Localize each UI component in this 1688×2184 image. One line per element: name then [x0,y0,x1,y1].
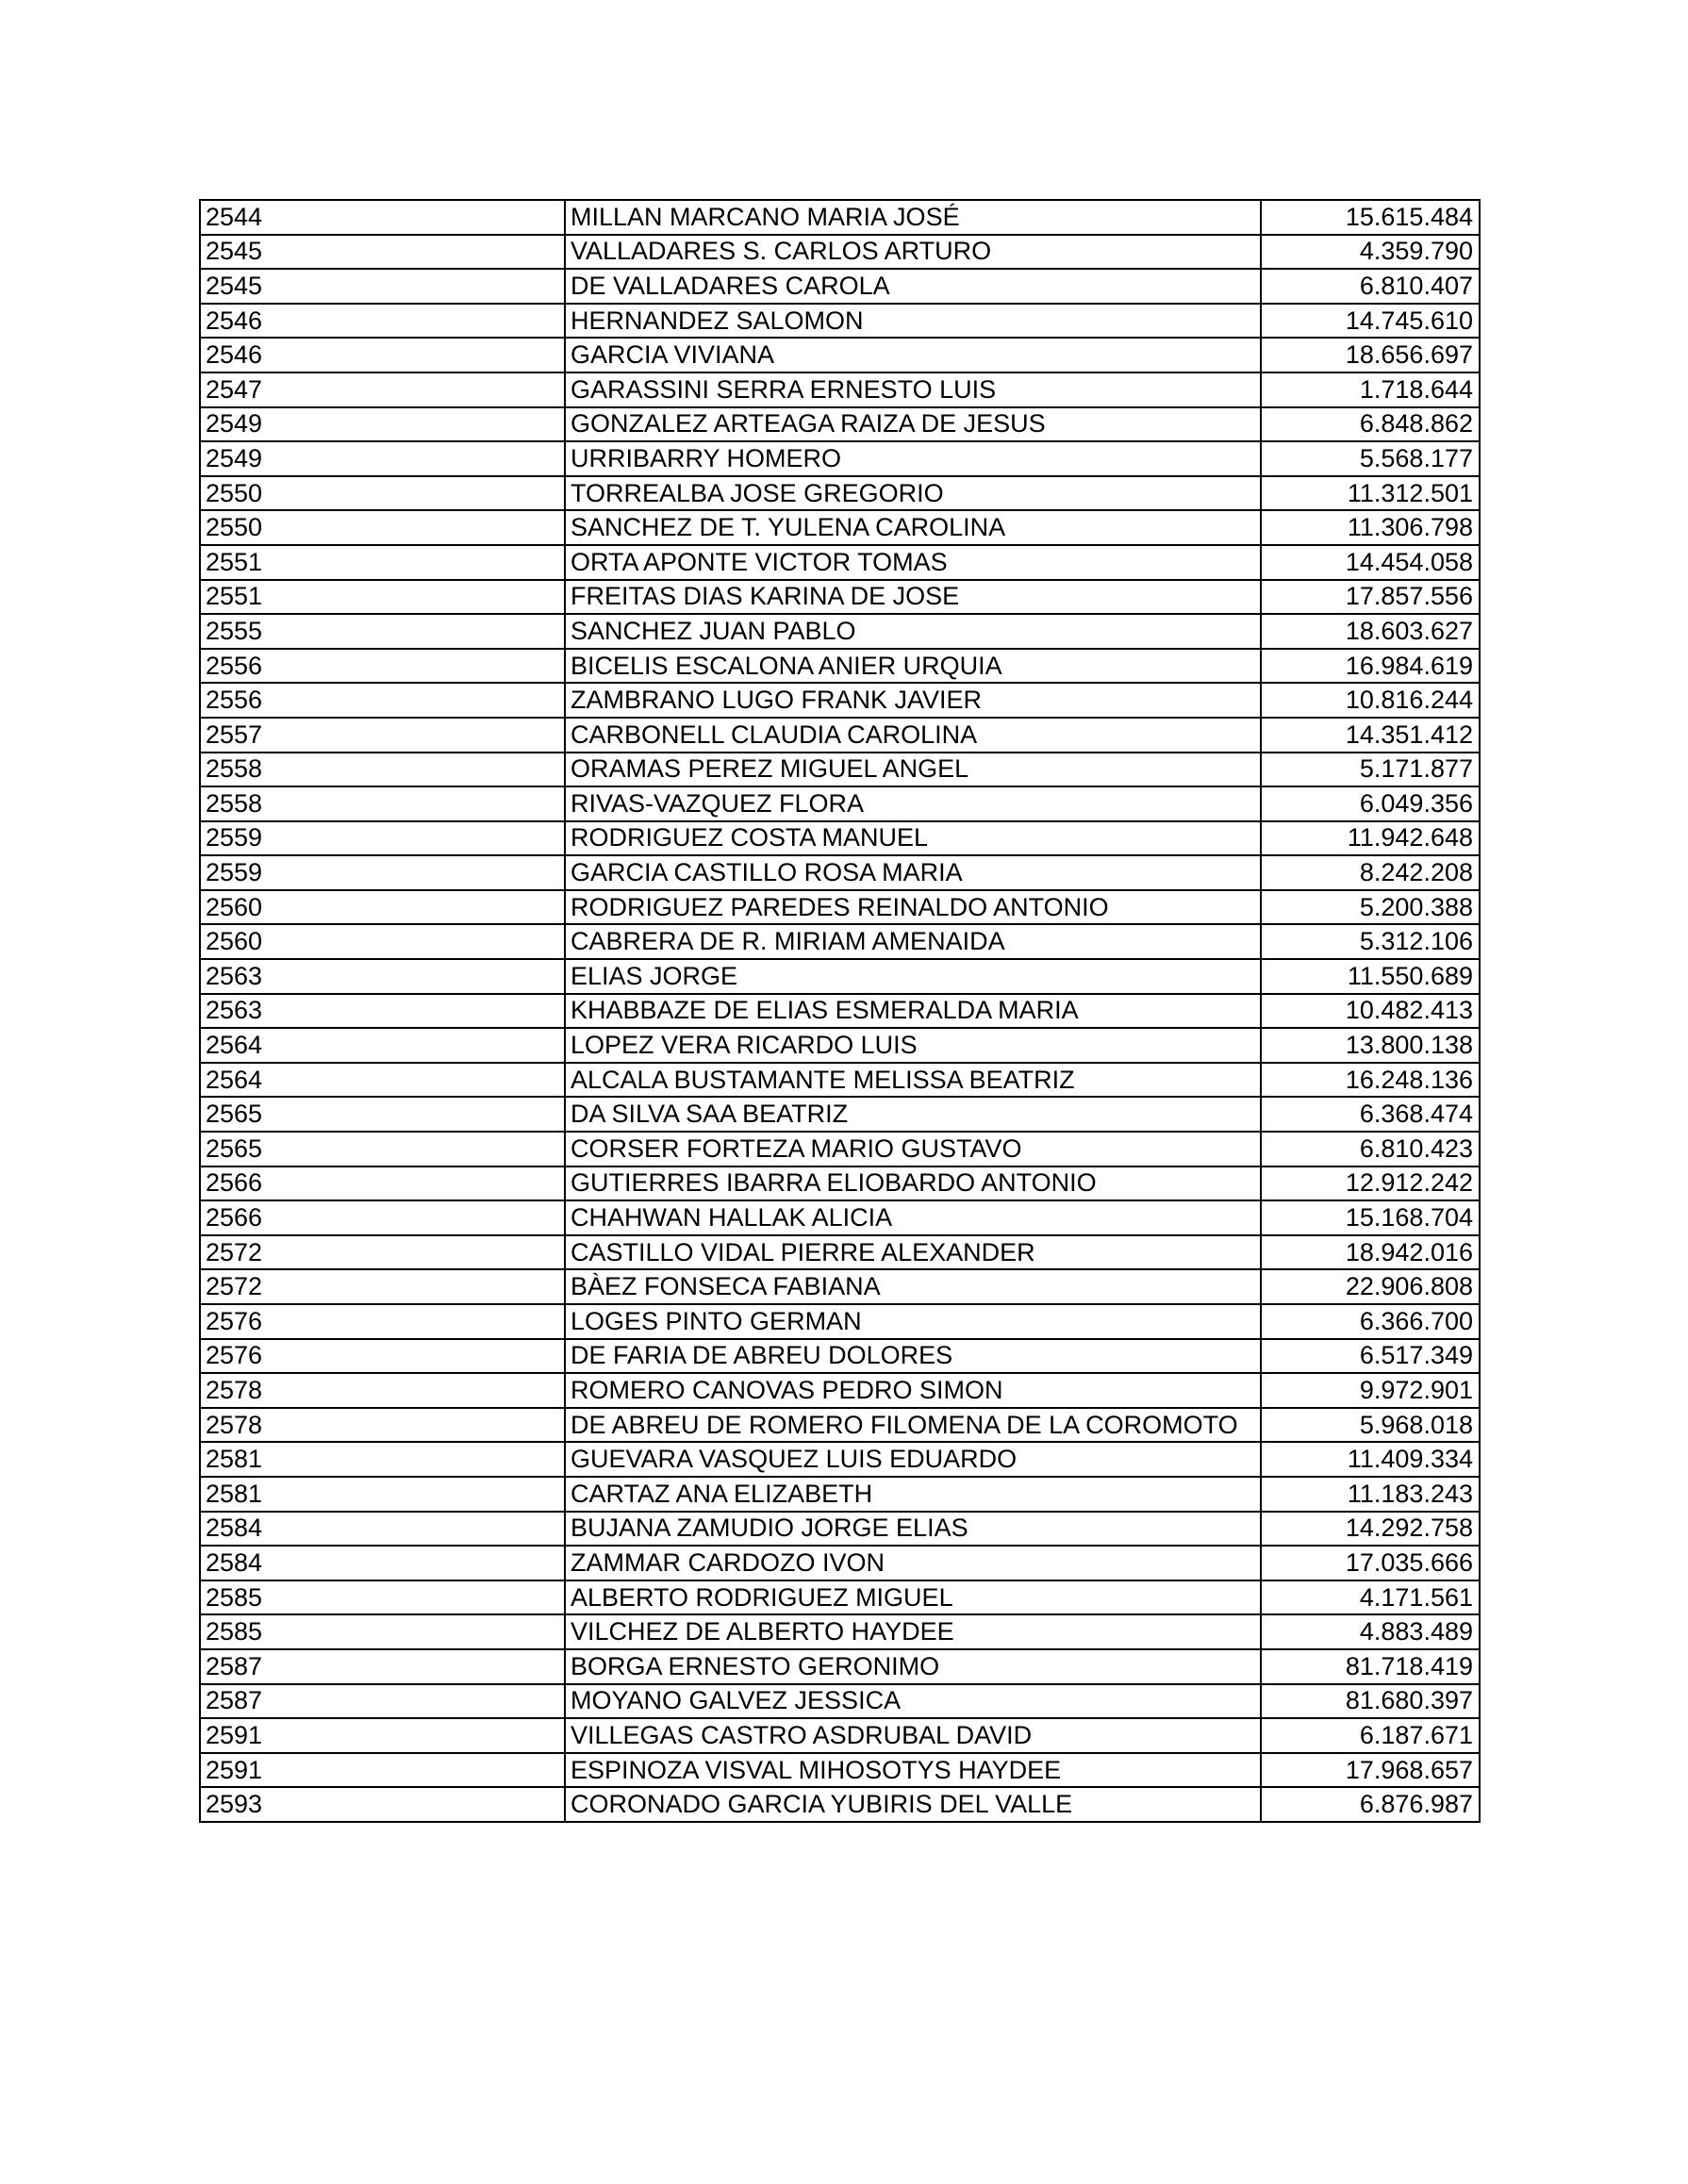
amount-cell: 15.615.484 [1261,200,1480,235]
name-cell: SANCHEZ JUAN PABLO [565,614,1261,649]
amount-cell: 14.351.412 [1261,718,1480,753]
code-cell: 2576 [200,1339,565,1374]
table-row [200,821,1480,856]
amount-cell: 6.366.700 [1261,1304,1480,1339]
code-cell: 2550 [200,510,565,545]
name-cell: RODRIGUEZ COSTA MANUEL [565,821,1261,856]
code-cell: 2559 [200,855,565,890]
name-cell: BÀEZ FONSECA FABIANA [565,1269,1261,1304]
amount-cell: 9.972.901 [1261,1373,1480,1408]
table-row [200,1787,1480,1822]
name-cell: DE FARIA DE ABREU DOLORES [565,1339,1261,1374]
table-row [200,372,1480,407]
code-cell: 2556 [200,683,565,718]
name-cell: VALLADARES S. CARLOS ARTURO [565,235,1261,270]
name-cell: RODRIGUEZ PAREDES REINALDO ANTONIO [565,890,1261,925]
amount-cell: 5.312.106 [1261,924,1480,959]
code-cell: 2563 [200,994,565,1029]
amount-cell: 17.035.666 [1261,1546,1480,1580]
table-row [200,510,1480,545]
table-row [200,1235,1480,1270]
table-row [200,1269,1480,1304]
code-cell: 2549 [200,407,565,442]
table-row [200,580,1480,615]
code-cell: 2565 [200,1132,565,1166]
code-cell: 2560 [200,924,565,959]
name-cell: RIVAS-VAZQUEZ FLORA [565,786,1261,821]
code-cell: 2585 [200,1614,565,1649]
code-cell: 2566 [200,1166,565,1201]
name-cell: CORSER FORTEZA MARIO GUSTAVO [565,1132,1261,1166]
name-cell: CARTAZ ANA ELIZABETH [565,1477,1261,1512]
amount-cell: 17.857.556 [1261,580,1480,615]
amount-cell: 22.906.808 [1261,1269,1480,1304]
name-cell: CHAHWAN HALLAK ALICIA [565,1200,1261,1235]
name-cell: LOPEZ VERA RICARDO LUIS [565,1028,1261,1063]
amount-cell: 18.656.697 [1261,338,1480,372]
amount-cell: 6.517.349 [1261,1339,1480,1374]
code-cell: 2566 [200,1200,565,1235]
amount-cell: 11.306.798 [1261,510,1480,545]
table-row [200,683,1480,718]
table-row [200,269,1480,304]
code-cell: 2572 [200,1235,565,1270]
name-cell: ZAMBRANO LUGO FRANK JAVIER [565,683,1261,718]
code-cell: 2557 [200,718,565,753]
name-cell: ALCALA BUSTAMANTE MELISSA BEATRIZ [565,1063,1261,1098]
name-cell: FREITAS DIAS KARINA DE JOSE [565,580,1261,615]
code-cell: 2564 [200,1028,565,1063]
code-cell: 2547 [200,372,565,407]
amount-cell: 8.242.208 [1261,855,1480,890]
table-row [200,1339,1480,1374]
code-cell: 2544 [200,200,565,235]
name-cell: MOYANO GALVEZ JESSICA [565,1684,1261,1719]
amount-cell: 16.984.619 [1261,649,1480,684]
table-row [200,1166,1480,1201]
table-row [200,753,1480,787]
table-row [200,1718,1480,1753]
name-cell: SANCHEZ DE T. YULENA CAROLINA [565,510,1261,545]
amount-cell: 11.183.243 [1261,1477,1480,1512]
table-row [200,1512,1480,1547]
name-cell: DA SILVA SAA BEATRIZ [565,1097,1261,1132]
table-row [200,338,1480,372]
name-cell: BORGA ERNESTO GERONIMO [565,1649,1261,1684]
table-row [200,890,1480,925]
table-row [200,441,1480,476]
amount-cell: 15.168.704 [1261,1200,1480,1235]
amount-cell: 6.187.671 [1261,1718,1480,1753]
name-cell: ORAMAS PEREZ MIGUEL ANGEL [565,753,1261,787]
code-cell: 2559 [200,821,565,856]
table-row [200,1408,1480,1443]
amount-cell: 10.482.413 [1261,994,1480,1029]
name-cell: HERNANDEZ SALOMON [565,304,1261,339]
code-cell: 2550 [200,476,565,511]
table-row [200,1477,1480,1512]
table-row [200,235,1480,270]
amount-cell: 81.718.419 [1261,1649,1480,1684]
code-cell: 2587 [200,1649,565,1684]
table-row [200,1063,1480,1098]
amount-cell: 4.359.790 [1261,235,1480,270]
amount-cell: 6.368.474 [1261,1097,1480,1132]
table-row [200,200,1480,235]
name-cell: GARASSINI SERRA ERNESTO LUIS [565,372,1261,407]
code-cell: 2545 [200,269,565,304]
name-cell: VILLEGAS CASTRO ASDRUBAL DAVID [565,1718,1261,1753]
name-cell: ORTA APONTE VICTOR TOMAS [565,545,1261,580]
amount-cell: 5.568.177 [1261,441,1480,476]
name-cell: GARCIA VIVIANA [565,338,1261,372]
code-cell: 2545 [200,235,565,270]
name-cell: GARCIA CASTILLO ROSA MARIA [565,855,1261,890]
name-cell: GUTIERRES IBARRA ELIOBARDO ANTONIO [565,1166,1261,1201]
table-row [200,786,1480,821]
name-cell: DE ABREU DE ROMERO FILOMENA DE LA COROMOTO [565,1408,1261,1443]
code-cell: 2560 [200,890,565,925]
name-cell: CARBONELL CLAUDIA CAROLINA [565,718,1261,753]
amount-cell: 11.409.334 [1261,1442,1480,1477]
amount-cell: 10.816.244 [1261,683,1480,718]
table-row [200,959,1480,994]
name-cell: MILLAN MARCANO MARIA JOSÉ [565,200,1261,235]
code-cell: 2581 [200,1442,565,1477]
amount-cell: 6.876.987 [1261,1787,1480,1822]
amount-cell: 1.718.644 [1261,372,1480,407]
table-row [200,855,1480,890]
table-row [200,1200,1480,1235]
table-row [200,1684,1480,1719]
name-cell: TORREALBA JOSE GREGORIO [565,476,1261,511]
code-cell: 2581 [200,1477,565,1512]
table-row [200,545,1480,580]
table-row [200,924,1480,959]
code-cell: 2555 [200,614,565,649]
table-row [200,1304,1480,1339]
name-cell: ESPINOZA VISVAL MIHOSOTYS HAYDEE [565,1753,1261,1788]
name-cell: CABRERA DE R. MIRIAM AMENAIDA [565,924,1261,959]
amount-cell: 11.312.501 [1261,476,1480,511]
table-row [200,1614,1480,1649]
code-cell: 2551 [200,580,565,615]
amount-cell: 18.603.627 [1261,614,1480,649]
code-cell: 2546 [200,304,565,339]
code-cell: 2576 [200,1304,565,1339]
code-cell: 2556 [200,649,565,684]
name-cell: CASTILLO VIDAL PIERRE ALEXANDER [565,1235,1261,1270]
code-cell: 2578 [200,1408,565,1443]
table-row [200,1753,1480,1788]
name-cell: BUJANA ZAMUDIO JORGE ELIAS [565,1512,1261,1547]
amount-cell: 14.454.058 [1261,545,1480,580]
table-row [200,476,1480,511]
amount-cell: 6.049.356 [1261,786,1480,821]
amount-cell: 5.171.877 [1261,753,1480,787]
code-cell: 2565 [200,1097,565,1132]
table-row [200,614,1480,649]
amount-cell: 4.883.489 [1261,1614,1480,1649]
name-cell: URRIBARRY HOMERO [565,441,1261,476]
table-row [200,1132,1480,1166]
code-cell: 2584 [200,1512,565,1547]
amount-cell: 13.800.138 [1261,1028,1480,1063]
table-row [200,1649,1480,1684]
code-cell: 2584 [200,1546,565,1580]
amount-cell: 14.745.610 [1261,304,1480,339]
table-row [200,1028,1480,1063]
amount-cell: 17.968.657 [1261,1753,1480,1788]
name-cell: ZAMMAR CARDOZO IVON [565,1546,1261,1580]
name-cell: BICELIS ESCALONA ANIER URQUIA [565,649,1261,684]
name-cell: LOGES PINTO GERMAN [565,1304,1261,1339]
code-cell: 2591 [200,1753,565,1788]
name-cell: GONZALEZ ARTEAGA RAIZA DE JESUS [565,407,1261,442]
name-cell: ROMERO CANOVAS PEDRO SIMON [565,1373,1261,1408]
amount-cell: 18.942.016 [1261,1235,1480,1270]
table-row [200,1373,1480,1408]
name-cell: GUEVARA VASQUEZ LUIS EDUARDO [565,1442,1261,1477]
code-cell: 2578 [200,1373,565,1408]
code-cell: 2591 [200,1718,565,1753]
code-cell: 2563 [200,959,565,994]
name-cell: CORONADO GARCIA YUBIRIS DEL VALLE [565,1787,1261,1822]
name-cell: ALBERTO RODRIGUEZ MIGUEL [565,1580,1261,1615]
table-row [200,994,1480,1029]
amount-cell: 81.680.397 [1261,1684,1480,1719]
code-cell: 2546 [200,338,565,372]
code-cell: 2564 [200,1063,565,1098]
amount-cell: 5.200.388 [1261,890,1480,925]
amount-cell: 11.942.648 [1261,821,1480,856]
table-body [200,200,1480,1822]
name-cell: DE VALLADARES CAROLA [565,269,1261,304]
amount-cell: 11.550.689 [1261,959,1480,994]
table-row [200,407,1480,442]
code-cell: 2572 [200,1269,565,1304]
code-cell: 2585 [200,1580,565,1615]
code-cell: 2587 [200,1684,565,1719]
amount-cell: 6.810.423 [1261,1132,1480,1166]
table-row [200,1097,1480,1132]
data-table [199,199,1481,1823]
table-row [200,1580,1480,1615]
name-cell: VILCHEZ DE ALBERTO HAYDEE [565,1614,1261,1649]
name-cell: KHABBAZE DE ELIAS ESMERALDA MARIA [565,994,1261,1029]
name-cell: ELIAS JORGE [565,959,1261,994]
amount-cell: 6.810.407 [1261,269,1480,304]
amount-cell: 5.968.018 [1261,1408,1480,1443]
amount-cell: 14.292.758 [1261,1512,1480,1547]
table-row [200,1546,1480,1580]
table-row [200,1442,1480,1477]
amount-cell: 16.248.136 [1261,1063,1480,1098]
table-row [200,649,1480,684]
code-cell: 2593 [200,1787,565,1822]
code-cell: 2558 [200,786,565,821]
code-cell: 2551 [200,545,565,580]
amount-cell: 6.848.862 [1261,407,1480,442]
code-cell: 2549 [200,441,565,476]
amount-cell: 12.912.242 [1261,1166,1480,1201]
table-row [200,718,1480,753]
table-row [200,304,1480,339]
amount-cell: 4.171.561 [1261,1580,1480,1615]
code-cell: 2558 [200,753,565,787]
